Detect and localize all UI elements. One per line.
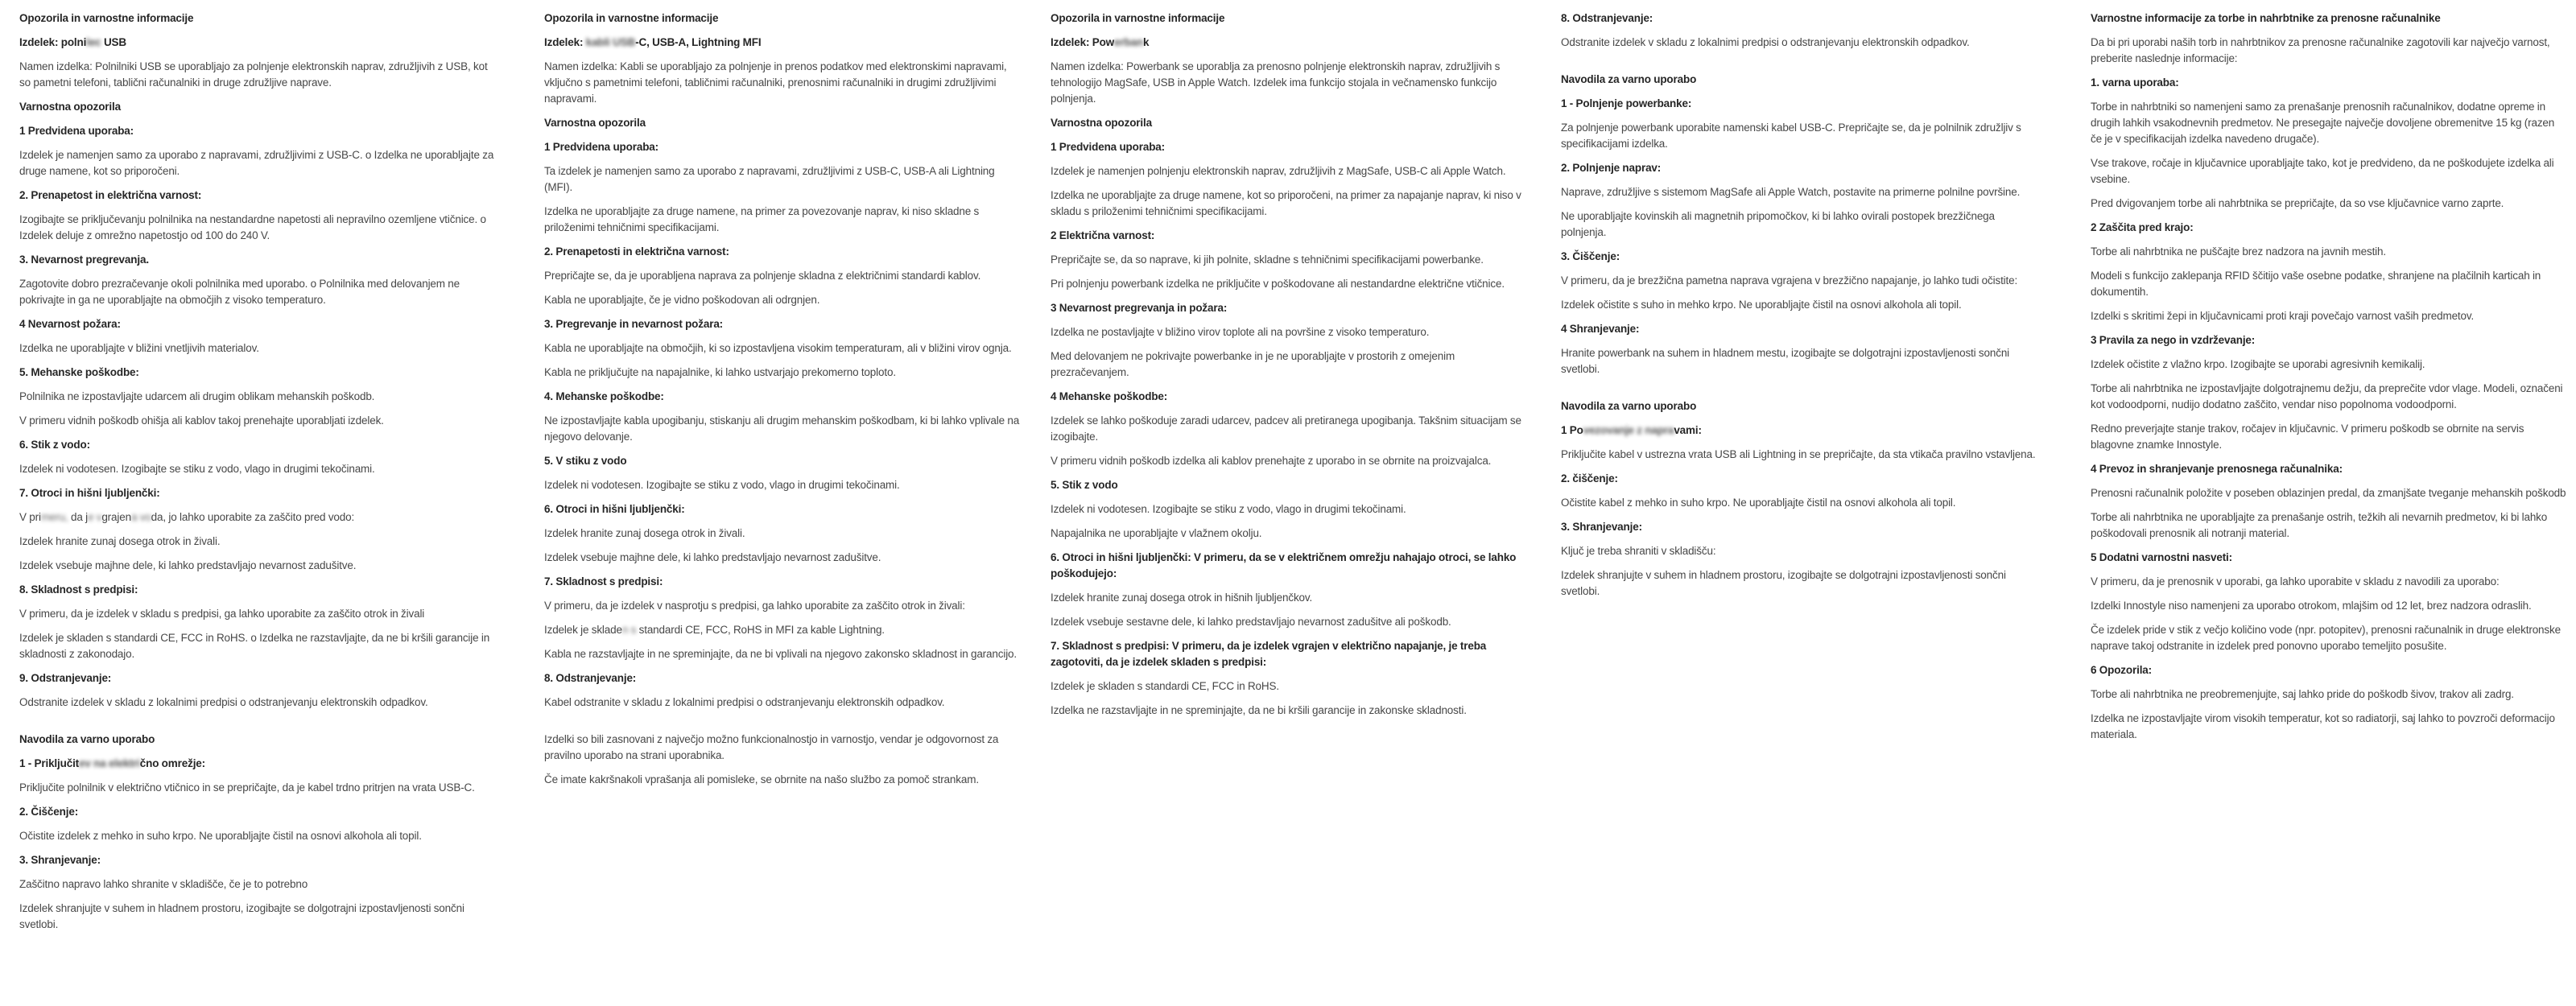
paragraph: Namen izdelka: Kabli se uporabljajo za polnjenje in prenos podatkov med elektronskimi napravami, vključno s pametnimi telefoni, tabličnimi računalniki, prenosnimi računalniki in drugimi združljivimi napravami. — [544, 60, 1007, 105]
paragraph: V primeru, da je brezžična pametna naprava vgrajena v brezžično napajanje, jo lahko tudi očistite: — [1561, 274, 2018, 287]
text-run: čno omrežje: — [139, 757, 206, 769]
text-run: Izdelek: — [544, 36, 586, 48]
paragraph: Prepričajte se, da so naprave, ki jih polnite, skladne s tehničnimi specifikacijami powerbanke. — [1051, 254, 1484, 266]
paragraph: Torbe ali nahrbtnika ne preobremenjujte, saj lahko pride do poškodb šivov, trakov ali zadrg. — [2091, 688, 2514, 700]
paragraph: Torbe ali nahrbtnika ne puščajte brez nadzora na javnih mestih. — [2091, 245, 2386, 258]
section-heading: 1 - Polnjenje powerbanke: — [1561, 97, 1692, 109]
section-heading: 4 Shranjevanje: — [1561, 323, 1640, 335]
paragraph: Namen izdelka: Polnilniki USB se uporabljajo za polnjenje elektronskih naprav, združljivih z USB, kot so pametni telefoni, tablični računalniki in druge združljive naprave. — [19, 60, 488, 89]
paragraph: Kabla ne uporabljajte na območjih, ki so izpostavljena visokim temperaturam, ali v bližini virov ognja. — [544, 342, 1012, 354]
section-heading: 3. Shranjevanje: — [19, 854, 101, 866]
section-heading: 3 Nevarnost pregrevanja in požara: — [1051, 302, 1228, 314]
paragraph: Prenosni računalnik položite v poseben oblazinjen predal, da zmanjšate tveganje mehanskih poškodb — [2091, 487, 2566, 499]
section-heading: 2 Zaščita pred krajo: — [2091, 221, 2194, 233]
column-usb-charger — [19, 0, 496, 941]
paragraph: V primeru, da je prenosnik v uporabi, ga lahko uporabite v skladu z navodili za uporabo: — [2091, 575, 2500, 588]
paragraph — [19, 509, 496, 526]
paragraph: Odstranite izdelek v skladu z lokalnimi predpisi o odstranjevanju elektronskih odpadkov. — [19, 696, 428, 708]
section-heading: Navodila za varno uporabo — [19, 733, 155, 745]
text-run: da, jo lahko uporabite za zaščito pred vodo: — [151, 511, 355, 523]
text-run: Izdelek je sklade — [544, 624, 622, 636]
section-heading: 6. Otroci in hišni ljubljenčki: — [544, 503, 685, 515]
section-heading: 2. Čiščenje: — [19, 806, 79, 818]
column-laptop-bags — [2091, 0, 2567, 751]
paragraph: Pred dvigovanjem torbe ali nahrbtnika se prepričajte, da so vse ključavnice varno zaprte. — [2091, 197, 2504, 209]
section-heading: Varnostna opozorila — [19, 101, 121, 113]
paragraph: Očistite izdelek z mehko in suho krpo. Ne uporabljajte čistil na osnovi alkohola ali topil. — [19, 830, 422, 842]
text-run: 1 - Priključit — [19, 757, 80, 769]
section-heading: 8. Odstranjevanje: — [544, 672, 637, 684]
blurred-text: kabli USB — [585, 36, 636, 48]
section-heading: 4 Prevoz in shranjevanje prenosnega računalnika: — [2091, 463, 2343, 475]
paragraph: V primeru vidnih poškodb izdelka ali kablov prenehajte z uporabo in se obrnite na proizvajalca. — [1051, 455, 1492, 467]
paragraph: Izdelek je skladen s standardi CE, FCC in RoHS. — [1051, 680, 1279, 692]
paragraph: Izdelek je skladen s standardi CE, FCC in RoHS. o Izdelka ne razstavljajte, da ne bi kršili garancije in skladnosti z zakonodajo. — [19, 632, 490, 660]
section-heading: 1 Predvidena uporaba: — [544, 141, 658, 153]
section-heading: Opozorila in varnostne informacije — [544, 12, 719, 24]
text-run: standardi CE, FCC, RoHS in MFI za kable Lightning. — [638, 624, 885, 636]
section-heading: 5. V stiku z vodo — [544, 455, 627, 467]
paragraph: V primeru, da je izdelek v nasprotju s predpisi, ga lahko uporabite za zaščito otrok in živali: — [544, 600, 965, 612]
paragraph: Izdelek ni vodotesen. Izogibajte se stiku z vodo, vlago in drugimi tekočinami. — [544, 479, 900, 491]
paragraph: Torbe ali nahrbtnika ne uporabljajte za prenašanje ostrih, težkih ali nevarnih predmetov, ki bi lahko poškodovali prenosnik ali notranji material. — [2091, 511, 2548, 539]
section-heading: 6 Opozorila: — [2091, 664, 2153, 676]
section-heading: 2. Prenapetost in električna varnost: — [19, 189, 202, 201]
paragraph: Ta izdelek je namenjen samo za uporabo z napravami, združljivimi z USB-C, USB-A ali Lightning (MFI). — [544, 165, 995, 193]
section-heading: 1. varna uporaba: — [2091, 76, 2179, 89]
paragraph: Kabla ne priključujte na napajalnike, ki lahko ustvarjajo prekomerno toploto. — [544, 366, 896, 378]
section-heading: 5 Dodatni varnostni nasveti: — [2091, 551, 2232, 563]
paragraph: Izdelek vsebuje majhne dele, ki lahko predstavljajo nevarnost zadušitve. — [544, 551, 881, 563]
blurred-text: meru, — [40, 511, 71, 523]
paragraph: Ne izpostavljajte kabla upogibanju, stiskanju ali drugim mehanskim poškodbam, ki bi lahko vplivale na njegovo delovanje. — [544, 414, 1020, 443]
paragraph: Kabla ne razstavljajte in ne spreminjajte, da ne bi vplivali na njegovo zakonsko skladnost in garancijo. — [544, 648, 1018, 660]
paragraph: Očistite kabel z mehko in suho krpo. Ne uporabljajte čistil na osnovi alkohola ali topil. — [1561, 497, 1956, 509]
section-heading: 1 Predvidena uporaba: — [19, 125, 134, 137]
blurred-text: vezovanje z napra — [1583, 424, 1674, 436]
section-heading: 2. Polnjenje naprav: — [1561, 162, 1662, 174]
paragraph: Izdelek je namenjen polnjenju elektronskih naprav, združljivih z MagSafe, USB-C ali Apple Watch. — [1051, 165, 1506, 177]
paragraph: Izdelek očistite z vlažno krpo. Izogibajte se uporabi agresivnih kemikalij. — [2091, 358, 2425, 370]
paragraph: Izdelka ne uporabljajte za druge namene, na primer za povezovanje naprav, ki niso skladne s priloženimi tehničnimi specifikacijami. — [544, 205, 980, 233]
paragraph: Izdelek hranite zunaj dosega otrok in živali. — [19, 535, 221, 547]
paragraph: Med delovanjem ne pokrivajte powerbanke in je ne uporabljajte v prostorih z omejenim prezračevanjem. — [1051, 350, 1455, 378]
section-heading: 6. Stik z vodo: — [19, 439, 90, 451]
column-cables — [544, 0, 1021, 796]
paragraph: Priključite polnilnik v električno vtičnico in se prepričajte, da je kabel trdno pritrjen na vrata USB-C. — [19, 781, 475, 794]
paragraph: Kabla ne uporabljajte, če je vidno poškodovan ali odrgnjen. — [544, 294, 820, 306]
blurred-text: lec — [86, 36, 101, 48]
blurred-text: n s — [621, 624, 639, 636]
section-heading: Opozorila in varnostne informacije — [19, 12, 194, 24]
paragraph: Izdelka ne postavljajte v bližino virov toplote ali na površine z visoko temperaturo. — [1051, 326, 1430, 338]
section-heading: 2 Električna varnost: — [1051, 229, 1155, 241]
section-heading: 6. Otroci in hišni ljubljenčki: V primeru, da se v električnem omrežju nahajajo otroci, se lahko poškodujejo: — [1051, 551, 1517, 579]
paragraph: Izdelki Innostyle niso namenjeni za uporabo otrokom, mlajšim od 12 let, brez nadzora odraslih. — [2091, 600, 2532, 612]
text-run: -C, USB-A, Lightning MFI — [635, 36, 762, 48]
section-heading: 4 Nevarnost požara: — [19, 318, 121, 330]
paragraph: Izdelek hranite zunaj dosega otrok in živali. — [544, 527, 745, 539]
paragraph: Izdelki so bili zasnovani z največjo možno funkcionalnostjo in varnostjo, vendar je odgovornost za pravilno uporabo na strani uporabnika. — [544, 733, 999, 761]
paragraph: Namen izdelka: Powerbank se uporablja za prenosno polnjenje elektronskih naprav, združljivih s tehnologijo MagSafe, USB in Apple Watch. Izdelek ima funkcijo stojala in večnamensko funkcijo polnjenja. — [1051, 60, 1501, 105]
paragraph: Izdelek je namenjen samo za uporabo z napravami, združljivimi z USB-C. o Izdelka ne uporabljajte za druge namene, kot so priporočeni. — [19, 149, 494, 177]
section-heading: 3. Nevarnost pregrevanja. — [19, 254, 149, 266]
section-heading: 2. Prenapetosti in električna varnost: — [544, 245, 729, 258]
paragraph: Priključite kabel v ustrezna vrata USB ali Lightning in se prepričajte, da sta vtikača pravilno vstavljena. — [1561, 448, 2036, 460]
text-run: k — [1143, 36, 1150, 48]
blurred-text: e v — [87, 511, 102, 523]
section-heading — [1561, 423, 2037, 439]
column-powerbank — [1051, 0, 1527, 727]
paragraph: Izdelki s skritimi žepi in ključavnicami proti kraji povečajo varnost vaših predmetov. — [2091, 310, 2475, 322]
section-heading: 3. Čiščenje: — [1561, 250, 1620, 262]
paragraph: V primeru, da je izdelek v skladu s predpisi, ga lahko uporabite za zaščito otrok in živali — [19, 608, 425, 620]
paragraph: Odstranite izdelek v skladu z lokalnimi predpisi o odstranjevanju elektronskih odpadkov. — [1561, 36, 1970, 48]
section-heading — [19, 35, 496, 51]
paragraph: Izdelek očistite s suho in mehko krpo. Ne uporabljajte čistil na osnovi alkohola ali topil. — [1561, 299, 1962, 311]
text-run: Izdelek: Pow — [1051, 36, 1115, 48]
paragraph — [544, 622, 1021, 638]
text-run: grajen — [101, 511, 131, 523]
section-heading: 1 Predvidena uporaba: — [1051, 141, 1165, 153]
paragraph: Prepričajte se, da je uporabljena naprava za polnjenje skladna z električnimi standardi kablov. — [544, 270, 981, 282]
paragraph: Torbe in nahrbtniki so namenjeni samo za prenašanje prenosnih računalnikov, dodatne opreme in drugih lahkih vsakodnevnih predmetov. Ne presegajte največje dovoljene obremenitve 15 kg (razen če je v specifikacijah izdelka navedeno drugače). — [2091, 101, 2555, 145]
section-heading: 7. Skladnost s predpisi: — [544, 575, 663, 588]
paragraph: Hranite powerbank na suhem in hladnem mestu, izogibajte se dolgotrajni izpostavljenosti sončni svetlobi. — [1561, 347, 2010, 375]
paragraph: Torbe ali nahrbtnika ne izpostavljajte dolgotrajnemu dežju, da preprečite vdor vlage. Modeli, označeni kot vodoodporni, nudijo dodatno zaščito, vendar niso popolnoma vodoodporni. — [2091, 382, 2563, 410]
paragraph: Če izdelek pride v stik z večjo količino vode (npr. potopitev), prenosni računalnik in druge elektronske naprave takoj odstranite in izdelek pred ponovno uporabo temeljito posušite. — [2091, 624, 2561, 652]
section-heading: 4 Mehanske poškodbe: — [1051, 390, 1168, 402]
text-run: vami: — [1674, 424, 1702, 436]
paragraph: Izdelek se lahko poškoduje zaradi udarcev, padcev ali pretiranega upogibanja. Takšnim situacijam se izogibajte. — [1051, 414, 1521, 443]
paragraph: Za polnjenje powerbank uporabite namenski kabel USB-C. Prepričajte se, da je polnilnik združljiv s specifikacijami izdelka. — [1561, 122, 2021, 150]
paragraph: Izdelek shranjujte v suhem in hladnem prostoru, izogibajte se dolgotrajni izpostavljenosti sončni svetlobi. — [19, 902, 464, 930]
paragraph: Izdelek hranite zunaj dosega otrok in hišnih ljubljenčkov. — [1051, 592, 1313, 604]
paragraph: V primeru vidnih poškodb ohišja ali kablov takoj prenehajte uporabljati izdelek. — [19, 414, 384, 427]
paragraph: Napajalnika ne uporabljajte v vlažnem okolju. — [1051, 527, 1262, 539]
paragraph: Ključ je treba shraniti v skladišču: — [1561, 545, 1716, 557]
text-run: V pri — [19, 511, 41, 523]
text-run: 1 Po — [1561, 424, 1583, 436]
blurred-text: erban — [1114, 36, 1144, 48]
paragraph: Izogibajte se priključevanju polnilnika na nestandardne napetosti ali nepravilno ozemljene vtičnice. o Izdelek deluje z omrežno napetostjo od 100 do 240 V. — [19, 213, 486, 241]
paragraph: Ne uporabljajte kovinskih ali magnetnih pripomočkov, ki bi lahko ovirali postopek brezžičnega polnjenja. — [1561, 210, 1995, 238]
paragraph: Če imate kakršnakoli vprašanja ali pomisleke, se obrnite na našo službo za pomoč strankam. — [544, 773, 979, 785]
section-heading: 3. Pregrevanje in nevarnost požara: — [544, 318, 724, 330]
paragraph: Modeli s funkcijo zaklepanja RFID ščitijo vaše osebne podatke, shranjene na plačilnih karticah in dokumentih. — [2091, 270, 2541, 298]
section-heading: 3. Shranjevanje: — [1561, 521, 1642, 533]
paragraph: Izdelek vsebuje majhne dele, ki lahko predstavljajo nevarnost zadušitve. — [19, 559, 357, 571]
section-heading: Opozorila in varnostne informacije — [1051, 12, 1225, 24]
paragraph: Izdelka ne izpostavljajte virom visokih temperatur, kot so radiatorji, saj lahko to povzroči deformacijo materiala. — [2091, 712, 2555, 740]
paragraph: Pri polnjenju powerbank izdelka ne priključite v poškodovane ali nestandardne električne vtičnice. — [1051, 278, 1505, 290]
section-heading: 5. Stik z vodo — [1051, 479, 1118, 491]
paragraph: Izdelek shranjujte v suhem in hladnem prostoru, izogibajte se dolgotrajni izpostavljenosti sončni svetlobi. — [1561, 569, 2006, 597]
paragraph: Redno preverjajte stanje trakov, ročajev in ključavnic. V primeru poškodb se obrnite na servis blagovne znamke Innostyle. — [2091, 423, 2524, 451]
section-heading: 5. Mehanske poškodbe: — [19, 366, 139, 378]
blurred-text: ev na elektri — [79, 757, 140, 769]
paragraph: Izdelka ne uporabljajte za druge namene, kot so priporočeni, na primer za napajanje naprav, ki niso v skladu s priloženimi tehničnimi specifikacijami. — [1051, 189, 1521, 217]
paragraph: Naprave, združljive s sistemom MagSafe ali Apple Watch, postavite na primerne polnilne površine. — [1561, 186, 2021, 198]
column-powerbank-care — [1561, 0, 2037, 608]
paragraph: Polnilnika ne izpostavljajte udarcem ali drugim oblikam mehanskih poškodb. — [19, 390, 375, 402]
section-heading: Navodila za varno uporabo — [1561, 73, 1697, 85]
section-heading: 7. Otroci in hišni ljubljenčki: — [19, 487, 160, 499]
paragraph: Izdelek ni vodotesen. Izogibajte se stiku z vodo, vlago in drugimi tekočinami. — [19, 463, 375, 475]
text-run: da j — [70, 511, 88, 523]
paragraph: Izdelka ne uporabljajte v bližini vnetljivih materialov. — [19, 342, 259, 354]
section-heading: 7. Skladnost s predpisi: V primeru, da je izdelek vgrajen v električno napajanje, je treba zagotoviti, da je izdelek skladen s predpisi: — [1051, 640, 1487, 668]
text-run: Izdelek: polni — [19, 36, 87, 48]
section-heading — [544, 35, 1021, 51]
section-heading: 9. Odstranjevanje: — [19, 672, 112, 684]
section-heading: 2. čiščenje: — [1561, 472, 1618, 484]
paragraph: Zaščitno napravo lahko shranite v skladišče, če je to potrebno — [19, 878, 308, 890]
section-heading: Navodila za varno uporabo — [1561, 400, 1697, 412]
paragraph: Izdelek vsebuje sestavne dele, ki lahko predstavljajo nevarnost zadušitve ali poškodb. — [1051, 616, 1451, 628]
section-heading: Varnostne informacije za torbe in nahrbtnike za prenosne računalnike — [2091, 12, 2441, 24]
paragraph: Izdelek ni vodotesen. Izogibajte se stiku z vodo, vlago in drugimi tekočinami. — [1051, 503, 1406, 515]
paragraph: Izdelka ne razstavljajte in ne spreminjajte, da ne bi kršili garancije in zakonske skladnosti. — [1051, 704, 1467, 716]
paragraph: Kabel odstranite v skladu z lokalnimi predpisi o odstranjevanju elektronskih odpadkov. — [544, 696, 945, 708]
paragraph: Vse trakove, ročaje in ključavnice uporabljajte tako, kot je predvideno, da ne poškodujete izdelka ali vsebine. — [2091, 157, 2554, 185]
blurred-text: a vo — [130, 511, 151, 523]
paragraph: Zagotovite dobro prezračevanje okoli polnilnika med uporabo. o Polnilnika med delovanjem ne pokrivajte in ga ne uporabljajte na območjih z visoko temperaturo. — [19, 278, 460, 306]
section-heading: Varnostna opozorila — [544, 117, 646, 129]
section-heading: 8. Odstranjevanje: — [1561, 12, 1653, 24]
section-heading: 3 Pravila za nego in vzdrževanje: — [2091, 334, 2256, 346]
section-heading — [19, 756, 496, 772]
section-heading — [1051, 35, 1527, 51]
section-heading: Varnostna opozorila — [1051, 117, 1152, 129]
section-heading: 8. Skladnost s predpisi: — [19, 583, 138, 596]
paragraph: Da bi pri uporabi naših torb in nahrbtnikov za prenosne računalnike zagotovili kar največjo varnost, preberite naslednje informacije: — [2091, 36, 2550, 64]
text-run: USB — [101, 36, 127, 48]
section-heading: 4. Mehanske poškodbe: — [544, 390, 664, 402]
